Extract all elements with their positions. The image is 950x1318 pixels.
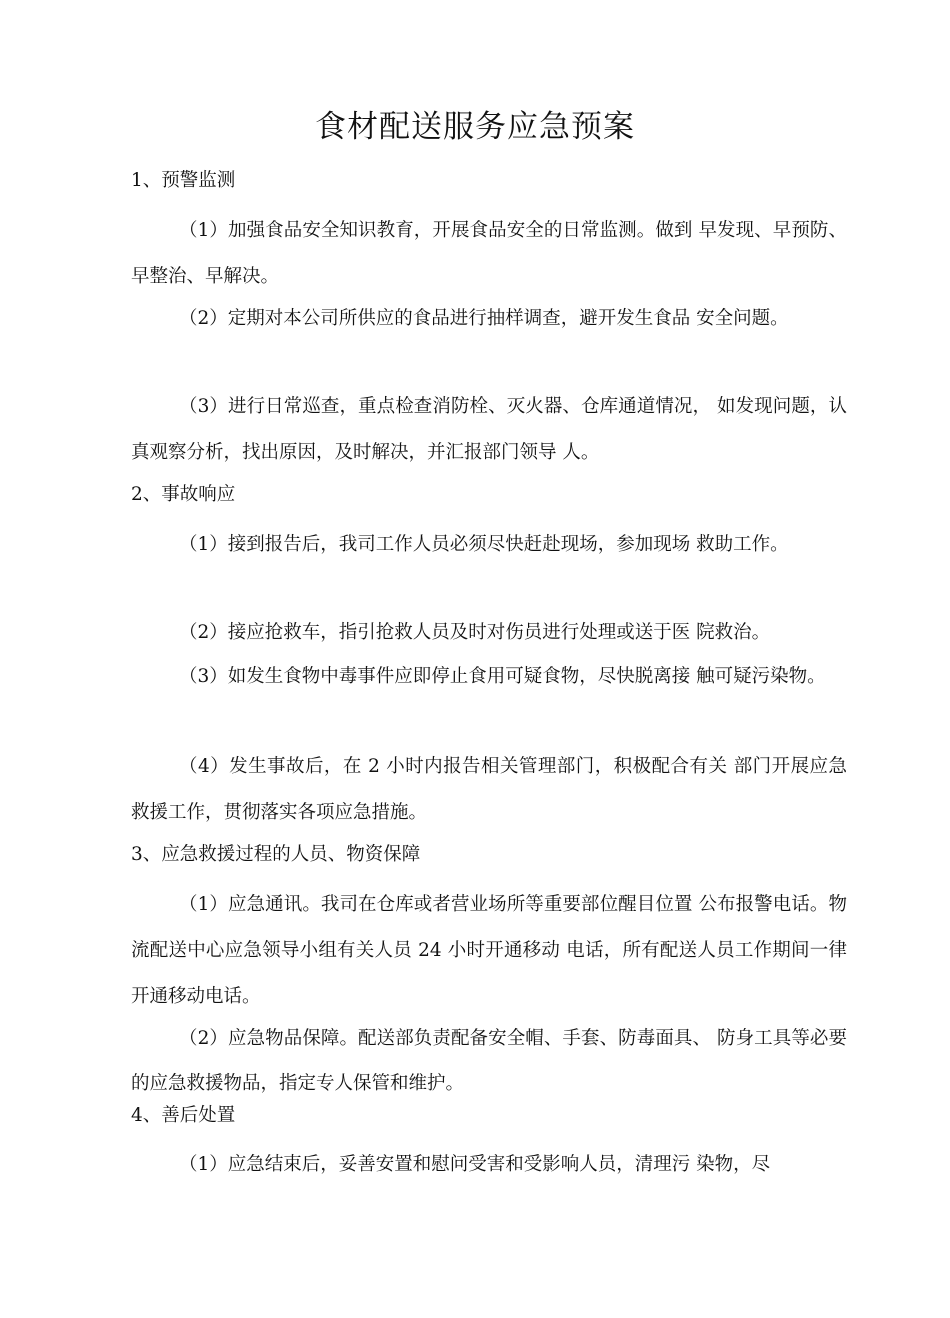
- paragraph-3-2: （2）应急物品保障。配送部负责配备安全帽、手套、防毒面具、 防身工具等必要的应急救援物品，指定专人保管和维护。: [131, 1028, 847, 1094]
- paragraph-4-1: （1）应急结束后，妥善安置和慰问受害和受影响人员，清理污 染物，尽: [179, 1154, 771, 1175]
- paragraph-1-2: （2）定期对本公司所供应的食品进行抽样调查，避开发生食品 安全问题。: [179, 308, 789, 329]
- paragraph-2-3: （3）如发生食物中毒事件应即停止食用可疑食物，尽快脱离接 触可疑污染物。: [179, 666, 826, 687]
- paragraph-2-4: （4）发生事故后，在 2 小时内报告相关管理部门，积极配合有关 部门开展应急救援工作，贯彻落实各项应急措施。: [131, 756, 847, 823]
- paragraph-3-1: （1）应急通讯。我司在仓库或者营业场所等重要部位醒目位置 公布报警电话。物流配送中心应急领导小组有关人员 24 小时开通移动 电话，所有配送人员工作期间一律开通移动电话。: [131, 894, 847, 1007]
- paragraph-2-2: （2）接应抢救车，指引抢救人员及时对伤员进行处理或送于医 院救治。: [179, 622, 771, 643]
- paragraph-2-1: （1）接到报告后，我司工作人员必须尽快赶赴现场，参加现场 救助工作。: [179, 534, 789, 555]
- section-heading-1: 1、预警监测: [131, 170, 236, 191]
- paragraph-1-1: （1）加强食品安全知识教育，开展食品安全的日常监测。做到 早发现、早预防、早整治、早解决。: [131, 220, 847, 287]
- section-heading-2: 2、事故响应: [131, 484, 236, 505]
- paragraph-1-3: （3）进行日常巡查，重点检查消防栓、灭火器、仓库通道情况， 如发现问题，认真观察分析，找出原因，及时解决，并汇报部门领导 人。: [131, 396, 847, 463]
- document-title: 食材配送服务应急预案: [315, 109, 635, 145]
- section-heading-3: 3、应急救援过程的人员、物资保障: [131, 844, 421, 865]
- section-heading-4: 4、善后处置: [131, 1105, 236, 1126]
